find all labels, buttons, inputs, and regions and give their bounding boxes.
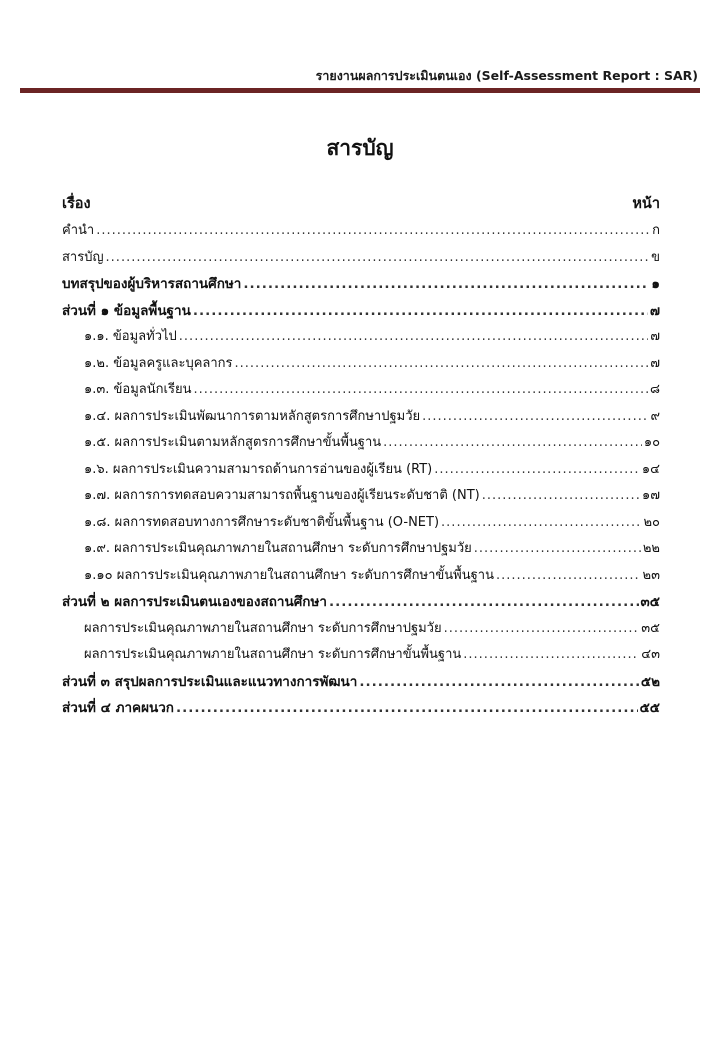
toc-entry-page: ๔๓ xyxy=(641,647,660,662)
toc-entry-1-5 xyxy=(62,430,660,457)
toc-entry-page: ๒๐ xyxy=(643,514,660,530)
toc-column-headers xyxy=(62,192,660,215)
toc-entry-1-7 xyxy=(62,483,660,510)
toc-entry-label: ส่วนที่ ๑ ข้อมูลพื้นฐาน xyxy=(62,302,191,319)
toc-leader-dots xyxy=(193,298,648,325)
toc-leader-dots xyxy=(383,430,642,457)
toc-entry-page: ๑ xyxy=(651,276,660,292)
toc-entry-1-2 xyxy=(62,351,660,378)
toc-entry-page: ๑๗ xyxy=(641,488,660,503)
toc-entry-1-8 xyxy=(62,510,660,537)
toc-entry-page: ๓๕ xyxy=(640,594,660,610)
toc-page-header: หน้า xyxy=(632,196,660,212)
toc-entry-1-1 xyxy=(62,324,660,351)
toc-entry-1-6 xyxy=(62,457,660,484)
toc-entry-label: สารบัญ xyxy=(62,249,104,265)
toc-leader-dots xyxy=(434,457,640,484)
toc-entry-page: ก xyxy=(652,223,660,238)
toc-entry-label: ๑.๖. ผลการประเมินความสามารถด้านการอ่านของผู้เรียน (RT) xyxy=(84,461,433,477)
header-rule xyxy=(20,88,700,93)
toc-entry-part-4 xyxy=(62,695,660,722)
toc-entry-page: ๕๕ xyxy=(639,700,660,716)
toc-entry-label: ส่วนที่ ๒ ผลการประเมินตนเองของสถานศึกษา xyxy=(62,594,327,610)
toc-entry-1-4 xyxy=(62,404,660,431)
toc-entry-2-basic-education xyxy=(62,642,660,669)
toc-leader-dots xyxy=(193,377,648,404)
toc-entry-label: บทสรุปของผู้บริหารสถานศึกษา xyxy=(62,276,242,292)
toc-entry-2-early-childhood xyxy=(62,616,660,643)
toc-entry-page: ๑๔ xyxy=(641,461,660,477)
toc-entry-page: ๒๓ xyxy=(642,567,660,583)
toc-entry-preface xyxy=(62,218,660,245)
toc-entry-label: ๑.๔. ผลการประเมินพัฒนาการตามหลักสูตรการศึกษาปฐมวัย xyxy=(84,408,421,424)
toc-leader-dots xyxy=(179,324,648,351)
toc-leader-dots xyxy=(359,669,639,696)
toc-leader-dots xyxy=(235,351,649,378)
toc-leader-dots xyxy=(444,616,640,643)
toc-entry-label: ๑.๑๐ ผลการประเมินคุณภาพภายในสถานศึกษา ระดับการศึกษาขั้นพื้นฐาน xyxy=(84,567,494,583)
toc-entry-label: ๑.๒. ข้อมูลครูและบุคลากร xyxy=(84,355,233,371)
toc-entry-label: ผลการประเมินคุณภาพภายในสถานศึกษา ระดับการศึกษาปฐมวัย xyxy=(84,620,442,636)
toc-entry-contents xyxy=(62,245,660,272)
toc-entry-label: ๑.๙. ผลการประเมินคุณภาพภายในสถานศึกษา ระดับการศึกษาปฐมวัย xyxy=(84,541,472,556)
toc-entry-1-3 xyxy=(62,377,660,404)
toc-entry-executive-summary xyxy=(62,271,660,298)
toc-entry-page: ๒๒ xyxy=(642,541,660,556)
toc-entry-label: ผลการประเมินคุณภาพภายในสถานศึกษา ระดับการศึกษาขั้นพื้นฐาน xyxy=(84,647,462,662)
toc-leader-dots xyxy=(463,642,639,669)
toc-entry-label: ๑.๕. ผลการประเมินตามหลักสูตรการศึกษาขั้นพื้นฐาน xyxy=(84,435,382,450)
toc-entry-part-3 xyxy=(62,669,660,696)
toc-entry-label: ๑.๘. ผลการทดสอบทางการศึกษาระดับชาติขั้นพื้นฐาน (O-NET) xyxy=(84,514,440,530)
toc-entry-label: ส่วนที่ ๓ สรุปผลการประเมินและแนวทางการพัฒนา xyxy=(62,673,358,690)
running-header-title: รายงานผลการประเมินตนเอง (Self-Assessment Report : SAR) xyxy=(315,68,698,83)
toc-entry-part-2 xyxy=(62,589,660,616)
toc-entry-label: ๑.๗. ผลการการทดสอบความสามารถพื้นฐานของผู้เรียนระดับชาติ (NT) xyxy=(84,488,480,503)
toc-entry-page: ๗ xyxy=(650,329,660,344)
toc-leader-dots xyxy=(176,695,638,722)
toc-entry-page: ๓๕ xyxy=(641,620,660,636)
toc-entry-page: ๑๐ xyxy=(643,435,660,450)
toc-leader-dots xyxy=(474,536,641,563)
toc-entry-label: ส่วนที่ ๔ ภาคผนวก xyxy=(62,700,174,716)
toc-entry-page: ๙ xyxy=(650,408,660,424)
toc-entry-page: ๗ xyxy=(649,302,660,319)
toc-leader-dots xyxy=(482,483,640,510)
toc-entry-part-1 xyxy=(62,298,660,325)
toc-entry-1-10 xyxy=(62,563,660,590)
toc-entry-page: ข xyxy=(651,249,660,265)
toc-entry-label: คำนำ xyxy=(62,223,95,238)
toc-leader-dots xyxy=(106,245,650,272)
toc-leader-dots xyxy=(243,271,649,298)
toc-title: สารบัญ xyxy=(326,136,394,160)
toc-leader-dots xyxy=(329,589,639,616)
toc-leader-dots xyxy=(496,563,641,590)
toc-entry-label: ๑.๑. ข้อมูลทั่วไป xyxy=(84,329,177,344)
toc-list xyxy=(62,218,660,722)
toc-entry-page: ๕๒ xyxy=(640,673,660,690)
toc-leader-dots xyxy=(441,510,641,537)
toc-leader-dots xyxy=(96,218,650,245)
toc-leader-dots xyxy=(422,404,648,431)
toc-entry-label: ๑.๓. ข้อมูลนักเรียน xyxy=(84,382,192,397)
toc-entry-1-9 xyxy=(62,536,660,563)
toc-subject-header: เรื่อง xyxy=(62,196,91,212)
toc-entry-page: ๘ xyxy=(649,382,660,397)
toc-entry-page: ๗ xyxy=(650,355,660,371)
